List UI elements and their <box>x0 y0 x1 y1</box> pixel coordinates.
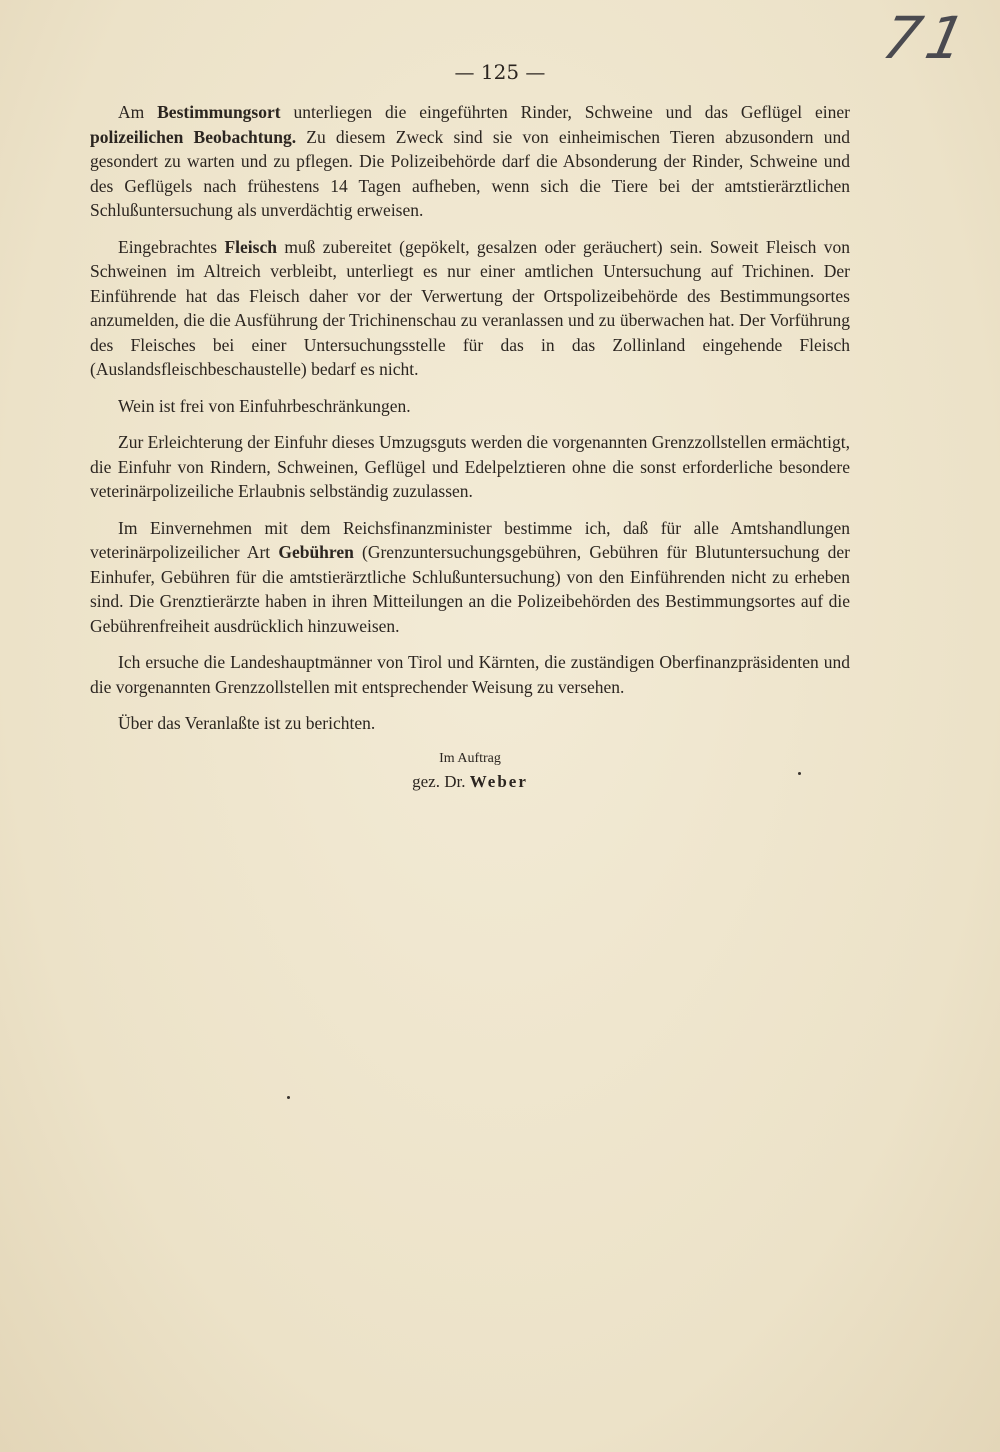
paragraph <box>90 235 850 382</box>
signature-prefix: gez. Dr. <box>412 771 470 791</box>
paragraph <box>90 430 850 504</box>
signature-name <box>90 770 850 794</box>
signature-surname: Weber <box>469 771 528 791</box>
handwritten-page-number: 71 <box>876 4 978 72</box>
paragraph-text: muß zubereitet (gepökelt, gesalzen oder geräuchert) sein. Soweit Fleisch von Schweinen im Altreich verbleibt, unterliegt es nur einer amtlichen Untersuchung auf Trichinen. Der Einführende hat das Fleisch daher vor der Verwertung der Ortspolizeibehörde des Bestimmungsortes anzumelden, die die Ausführung der Trichinenschau zu veranlassen und zu überwachen hat. Der Vorführung des Fleisches bei einer Untersuchungsstelle für das in das Zollinland eingehende Fleisch (Auslandsfleischbeschaustelle) bedarf es nicht. <box>90 236 851 379</box>
bold-term: polizeilichen Beobachtung. <box>90 126 297 147</box>
paragraph <box>90 394 850 419</box>
paper-speck <box>287 1096 290 1099</box>
paragraph-text: Ich ersuche die Landeshauptmänner von Tirol und Kärnten, die zuständigen Oberfinanzpräsidenten und die vorgenannten Grenzzollstellen mit entsprechender Weisung zu versehen. <box>90 652 850 697</box>
signature-label: Im Auftrag <box>439 750 501 766</box>
paragraph <box>90 100 850 223</box>
signature-block <box>90 748 850 794</box>
body-text <box>90 100 850 794</box>
bold-term: Bestimmungsort <box>157 102 281 122</box>
paper-speck <box>798 772 801 775</box>
paragraph <box>90 711 850 736</box>
bold-term: Fleisch <box>224 236 277 257</box>
paragraph-text: Im Einvernehmen mit dem Reichsfinanzminister bestimme ich, daß für alle Amtshandlungen veterinärpolizeilicher Art <box>90 517 850 562</box>
paragraph-text: (Grenzuntersuchungsgebühren, Gebühren für Blutuntersuchung der Einhufer, Gebühren für die amtstierärztliche Schlußuntersuchung) von den Einführenden nicht zu erheben sind. Die Grenztierärzte haben in ihren Mitteilungen an die Polizeibehörden des Bestimmungsortes auf die Gebührenfreiheit ausdrücklich hinzuweisen. <box>90 542 850 636</box>
bold-term: Gebühren <box>278 542 354 562</box>
paragraph-text: Zu diesem Zweck sind sie von einheimischen Tieren abzusondern und gesondert zu warten und zu pflegen. Die Polizeibehörde darf die Absonderung der Rinder, Schweine und des Geflügels nach frühestens 14 Tagen aufheben, wenn sich die Tiere bei der amtstierärztlichen Schlußuntersuchung als unverdächtig erweisen. <box>90 126 850 220</box>
page-number: — 125 — <box>454 60 546 84</box>
paragraph <box>90 516 850 639</box>
paragraph-text: Eingebrachtes <box>118 236 225 257</box>
paragraph-text: Zur Erleichterung der Einfuhr dieses Umzugsguts werden die vorgenannten Grenzzollstellen ermächtigt, die Einfuhr von Rindern, Schweinen, Geflügel und Edelpelztieren ohne die sonst erforderliche besondere veterinärpolizeiliche Erlaubnis selbständig zuzulassen. <box>90 432 851 501</box>
paragraph <box>90 650 850 699</box>
paragraph-text: Am <box>118 102 158 122</box>
paragraph-text: Über das Veranlaßte ist zu berichten. <box>118 713 376 733</box>
paragraph-list <box>90 100 850 736</box>
paragraph-text: unterliegen die eingeführten Rinder, Schweine und das Geflügel einer <box>280 102 850 122</box>
paragraph-text: Wein ist frei von Einfuhrbeschränkungen. <box>118 395 411 416</box>
